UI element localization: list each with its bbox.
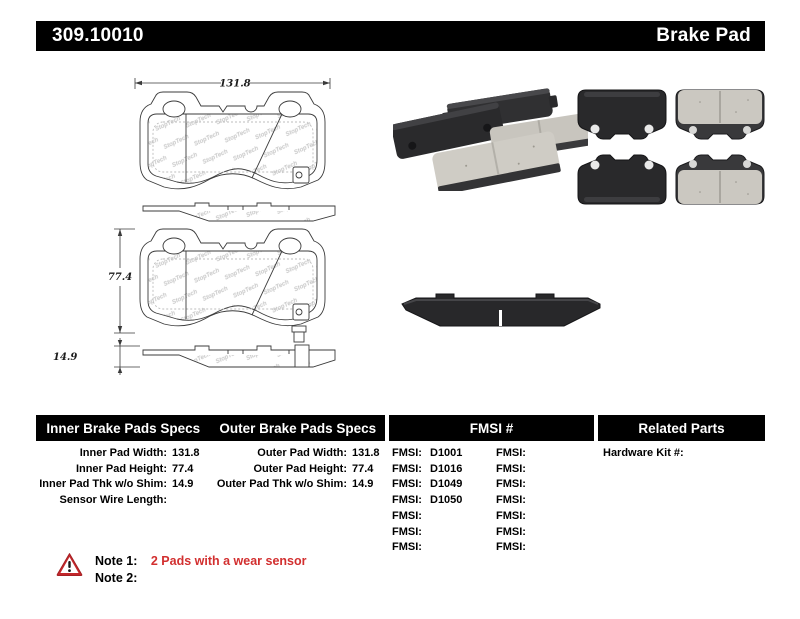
fmsi-value: D1050 <box>430 494 463 507</box>
spec-row <box>210 446 380 462</box>
fmsi-row <box>392 493 462 509</box>
spec-label: Outer Pad Height: <box>253 462 347 475</box>
thickness-dimension <box>114 338 140 375</box>
spec-value: 77.4 <box>172 462 194 475</box>
pad-side-view-2 <box>143 345 335 367</box>
fmsi-value: D1001 <box>430 447 463 459</box>
note-2 <box>95 571 147 585</box>
fmsi-label: FMSI: <box>392 462 422 475</box>
fmsi-label: FMSI: <box>496 447 526 459</box>
fmsi-row <box>392 525 462 541</box>
fmsi-row <box>496 540 534 556</box>
page-header-bar <box>36 21 765 51</box>
fmsi-label: FMSI: <box>496 541 526 554</box>
fmsi-label: FMSI: <box>496 478 526 491</box>
spec-row <box>36 446 200 462</box>
fmsi-column-1 <box>392 446 462 556</box>
spec-label: Inner Pad Thk w/o Shim: <box>39 478 167 491</box>
pad-front-view-1 <box>140 92 325 189</box>
related-row <box>603 446 689 462</box>
fmsi-header-bar <box>389 415 594 441</box>
outer-specs-column <box>210 446 380 493</box>
fmsi-header: FMSI # <box>469 420 514 436</box>
fmsi-row <box>392 446 462 462</box>
spec-label: Outer Pad Width: <box>257 447 347 459</box>
spec-row <box>210 477 380 493</box>
warning-icon <box>56 552 83 577</box>
pads-flat-photo <box>576 86 768 208</box>
fmsi-row <box>496 509 534 525</box>
fmsi-label: FMSI: <box>496 462 526 475</box>
product-type: Brake Pad <box>656 25 751 46</box>
width-dimension-label: 131.8 <box>219 78 251 90</box>
note-1 <box>95 554 306 568</box>
fmsi-label: FMSI: <box>392 509 422 522</box>
pads-perspective-photo <box>393 86 588 191</box>
fmsi-value: D1049 <box>430 478 463 491</box>
fmsi-row <box>392 462 462 478</box>
related-parts-column <box>603 446 689 462</box>
pad-edge-photo <box>396 286 608 334</box>
fmsi-label: FMSI: <box>392 494 422 507</box>
note-1-text: 2 Pads with a wear sensor <box>150 554 307 568</box>
spec-label: Sensor Wire Length: <box>59 494 167 507</box>
fmsi-row <box>392 477 462 493</box>
pad-side-view-1 <box>143 203 335 221</box>
fmsi-row <box>496 477 534 493</box>
fmsi-value: D1016 <box>430 462 463 475</box>
fmsi-label: FMSI: <box>392 478 422 491</box>
spec-value: 131.8 <box>172 447 200 459</box>
fmsi-row <box>496 493 534 509</box>
outer-specs-header: Outer Brake Pads Specs <box>219 420 377 436</box>
spec-label: Inner Pad Height: <box>75 462 167 475</box>
related-parts-header: Related Parts <box>638 420 725 436</box>
spec-row <box>36 493 200 509</box>
fmsi-label: FMSI: <box>496 525 526 538</box>
spec-value: 14.9 <box>172 478 194 491</box>
related-label: Hardware Kit #: <box>603 447 684 459</box>
specs-header-bar <box>36 415 385 441</box>
brake-pad-technical-drawing <box>36 70 346 385</box>
fmsi-row <box>392 540 462 556</box>
spec-value: 131.8 <box>352 447 380 459</box>
fmsi-label: FMSI: <box>392 525 422 538</box>
height-dimension-label: 77.4 <box>107 272 133 283</box>
spec-label: Outer Pad Thk w/o Shim: <box>216 478 347 491</box>
fmsi-label: FMSI: <box>392 447 422 459</box>
fmsi-row <box>392 509 462 525</box>
note-1-label: Note 1: <box>95 554 138 568</box>
fmsi-label: FMSI: <box>392 541 422 554</box>
fmsi-row <box>496 446 534 462</box>
fmsi-label: FMSI: <box>496 494 526 507</box>
spec-value: 14.9 <box>352 478 374 491</box>
spec-row <box>36 462 200 478</box>
inner-specs-header: Inner Brake Pads Specs <box>46 420 201 436</box>
pad-front-view-2 <box>140 229 325 326</box>
spec-row <box>36 477 200 493</box>
part-number: 309.10010 <box>52 25 144 46</box>
inner-specs-column <box>36 446 200 509</box>
fmsi-column-2 <box>496 446 534 556</box>
fmsi-label: FMSI: <box>496 509 526 522</box>
related-parts-header-bar <box>598 415 765 441</box>
fmsi-row <box>496 525 534 541</box>
spec-value: 77.4 <box>352 462 374 475</box>
wear-sensor-detail <box>292 326 306 342</box>
thickness-dimension-label: 14.9 <box>53 352 78 363</box>
fmsi-row <box>496 462 534 478</box>
spec-label: Inner Pad Width: <box>79 447 167 459</box>
spec-row <box>210 462 380 478</box>
note-2-label: Note 2: <box>95 571 138 585</box>
